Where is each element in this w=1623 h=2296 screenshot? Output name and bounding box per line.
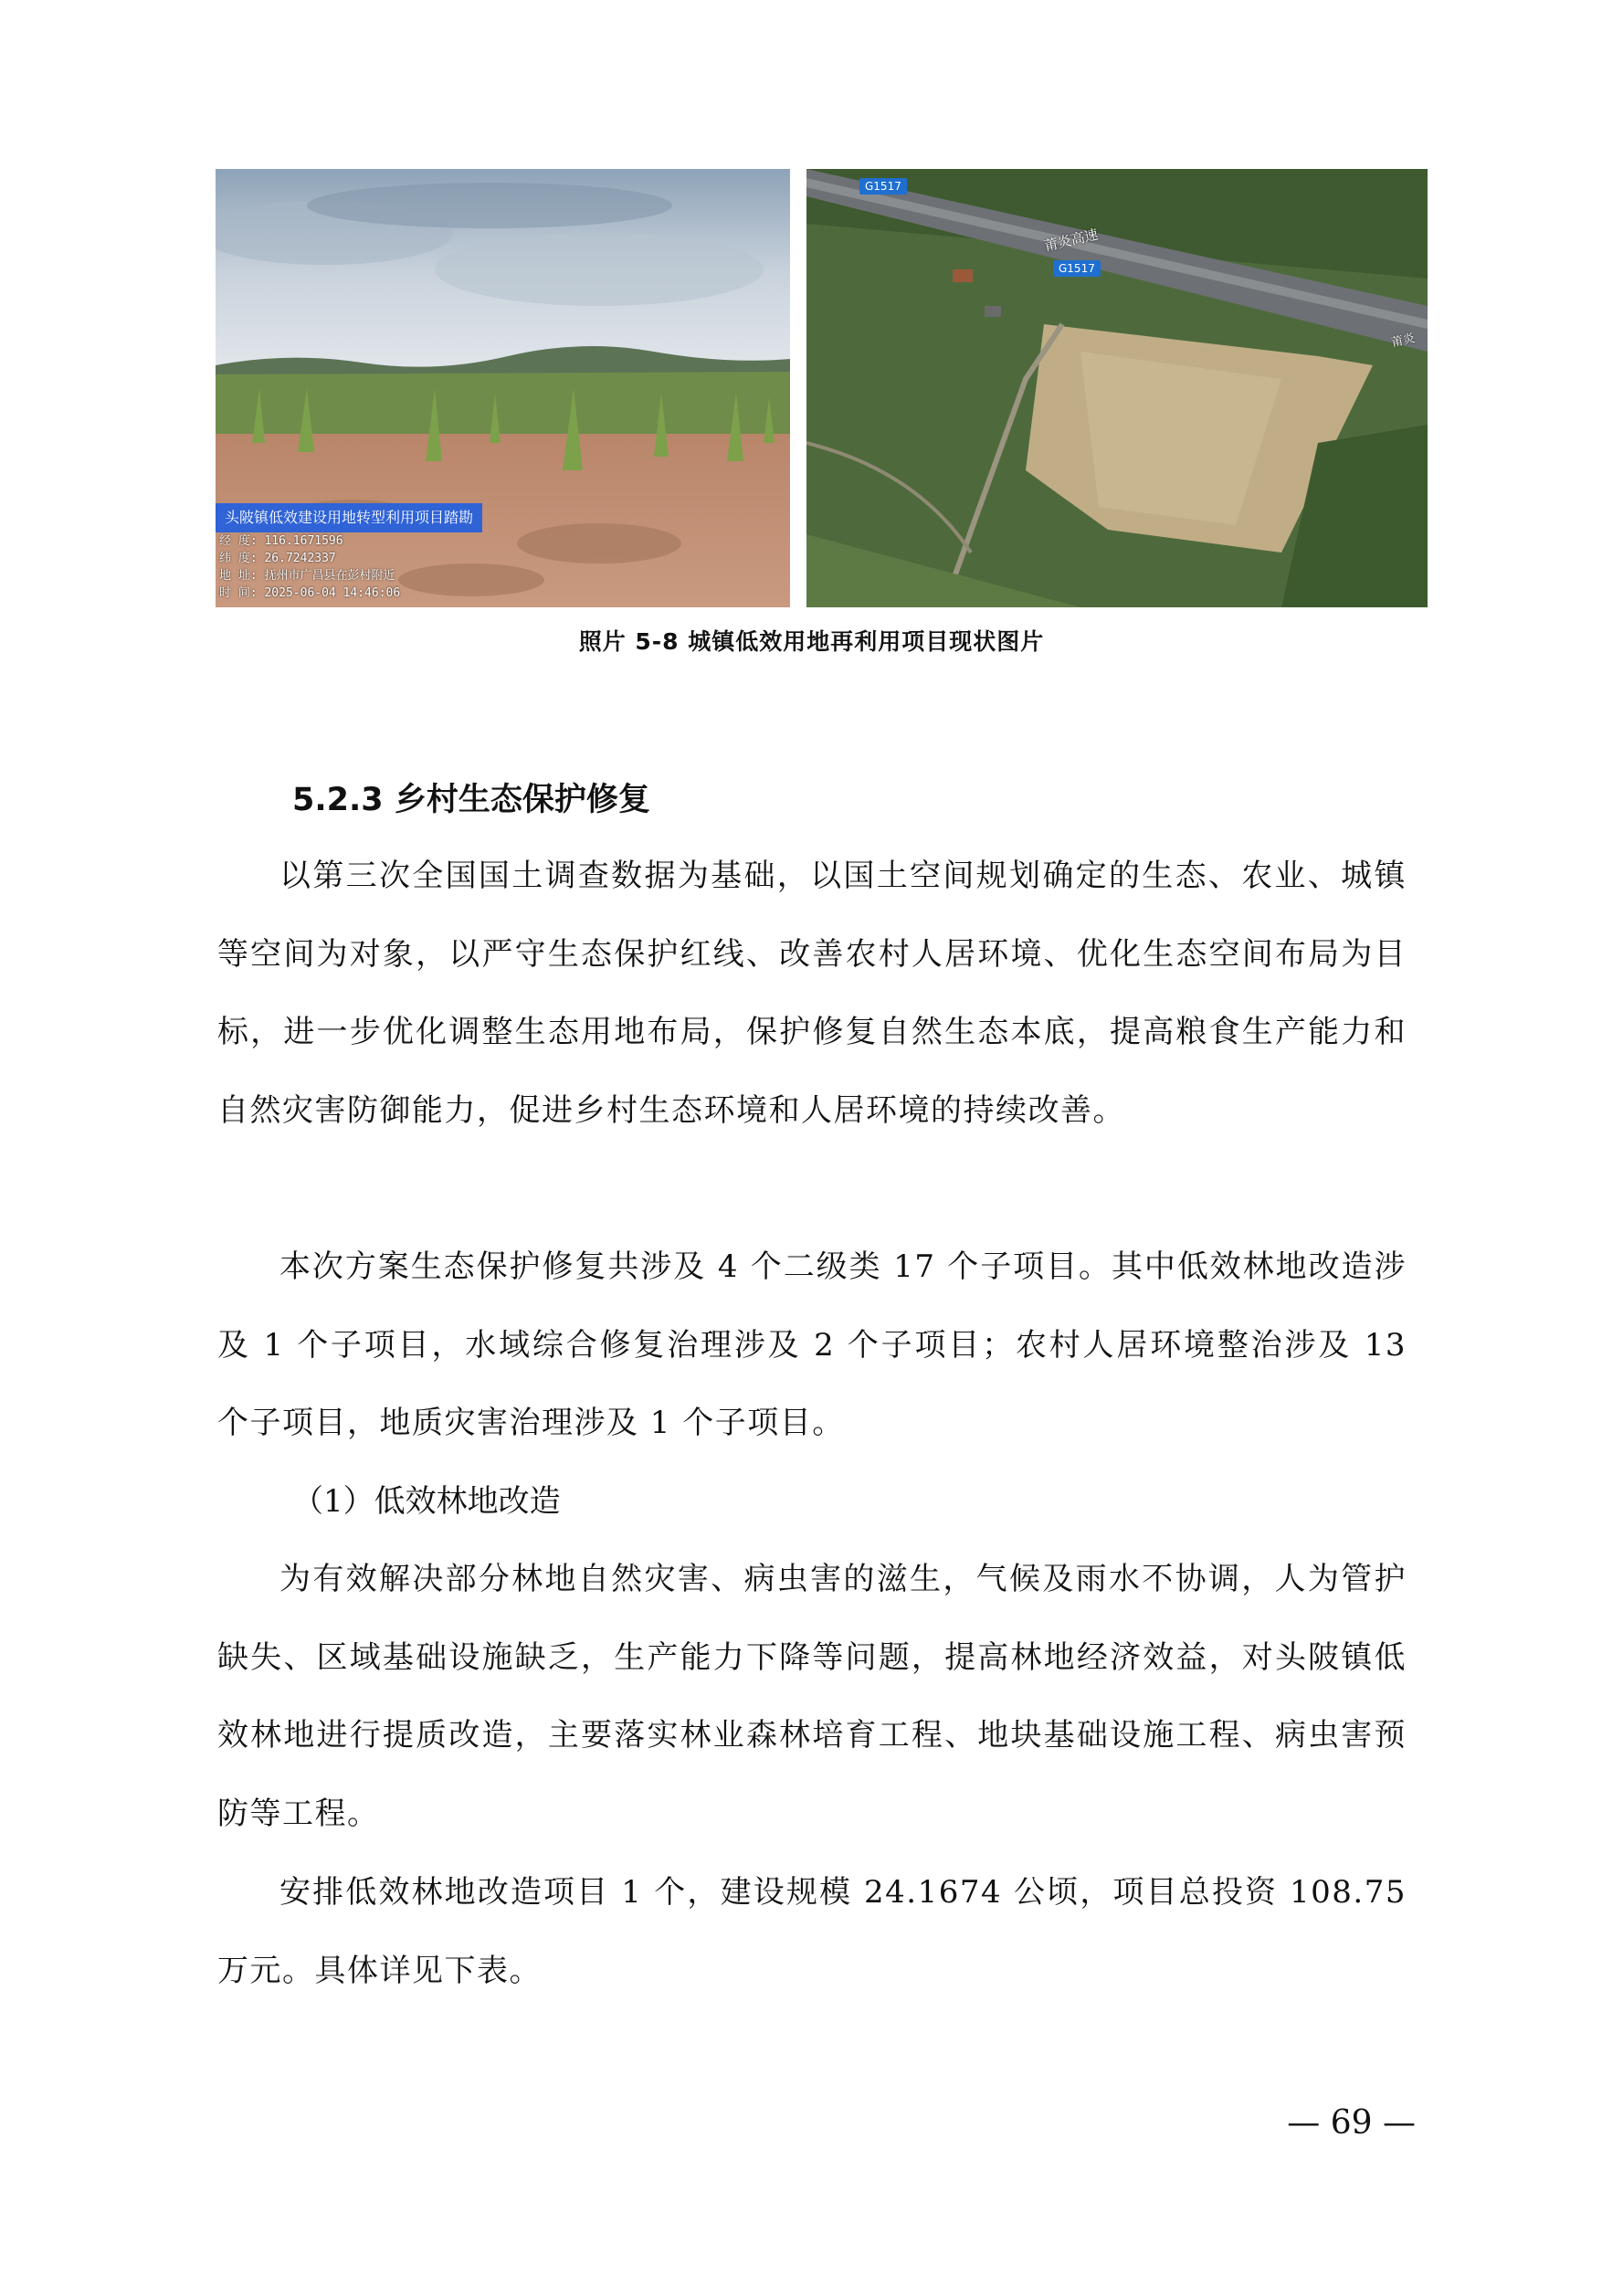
- field-survey-photo: [216, 169, 790, 607]
- watermark-title: 头陂镇低效建设用地转型利用项目踏勘: [216, 503, 482, 532]
- section-heading: 5.2.3 乡村生态保护修复: [292, 782, 650, 818]
- page-number: — 69 —: [1287, 2104, 1416, 2142]
- paragraph-project-summary: [217, 1228, 1407, 1463]
- paragraph-text: 本次方案生态保护修复共涉及 4 个二级类 17 个子项目。其中低效林地改造涉及 1 个子项目，水域综合修复治理涉及 2 个子项目；农村人居环境整治涉及 13 个子项目，地质灾害治理涉及 1 个子项目。: [217, 1248, 1407, 1441]
- paragraph-text: 安排低效林地改造项目 1 个，建设规模 24.1674 公顷，项目总投资 108.75 万元。具体详见下表。: [217, 1874, 1407, 1989]
- watermark-latitude: 纬 度: 26.7242337: [219, 552, 336, 565]
- road-label-g1517-middle: G1517: [1053, 260, 1101, 277]
- paragraph-ecology-basis: [217, 837, 1407, 1150]
- aerial-photo: [806, 169, 1428, 607]
- watermark-info: [216, 532, 400, 602]
- watermark-longitude: 经 度: 116.1671596: [219, 534, 343, 548]
- paragraph-investment: [217, 1854, 1407, 2010]
- highway-name-label-edge: 莆炎: [1389, 332, 1417, 351]
- photo-caption: 照片 5-8 城镇低效用地再利用项目现状图片: [578, 628, 1045, 655]
- aerial-photo-image: [806, 169, 1428, 607]
- sub-heading-low-efficiency-forest: （1）低效林地改造: [292, 1483, 561, 1520]
- paragraph-text: 为有效解决部分林地自然灾害、病虫害的滋生，气候及雨水不协调，人为管护缺失、区域基础设施缺乏，生产能力下降等问题，提高林地经济效益，对头陂镇低效林地进行提质改造，主要落实林业森林培育工程、地块基础设施工程、病虫害预防等工程。: [217, 1561, 1407, 1832]
- watermark-time: 时 间: 2025-06-04 14:46:06: [219, 586, 401, 600]
- watermark-address: 地 址: 抚州市广昌县在彭村附近: [219, 569, 395, 583]
- road-label-g1517-top: G1517: [859, 178, 907, 195]
- paragraph-text: 以第三次全国国土调查数据为基础，以国土空间规划确定的生态、农业、城镇等空间为对象，以严守生态保护红线、改善农村人居环境、优化生态空间布局为目标，进一步优化调整生态用地布局，保护修复自然生态本底，提高粮食生产能力和自然灾害防御能力，促进乡村生态环境和人居环境的持续改善。: [217, 858, 1407, 1129]
- paragraph-forest-improvement: [217, 1541, 1407, 1853]
- highway-name-label: 莆炎高速: [1042, 226, 1100, 255]
